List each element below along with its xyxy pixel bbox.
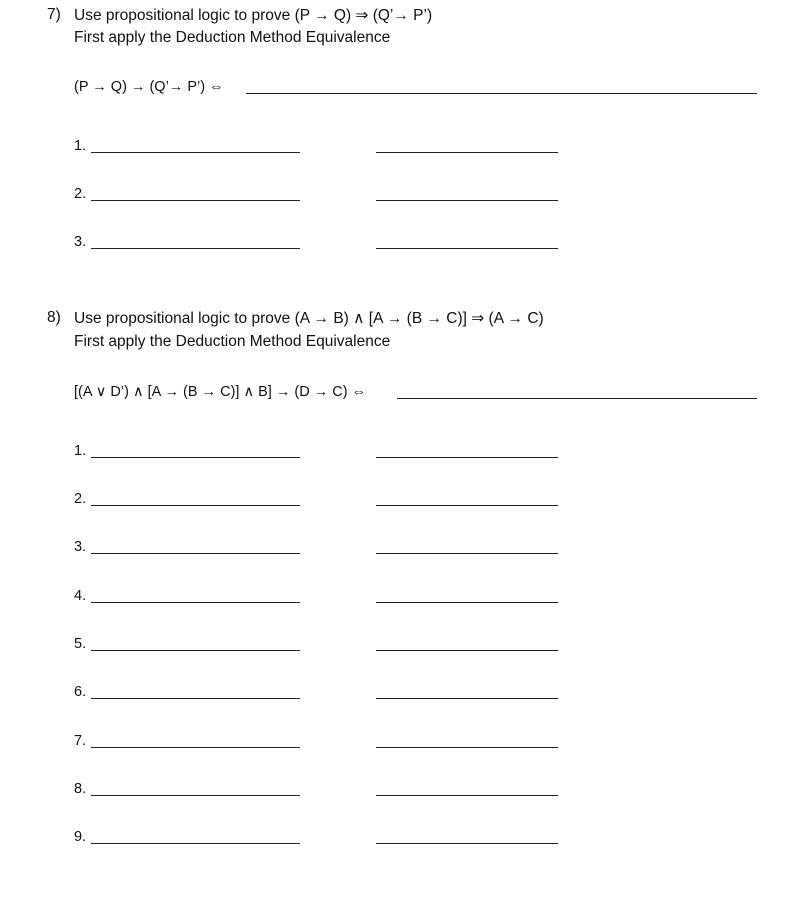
q7-step-statement-line[interactable] [91, 200, 300, 201]
q7-step-reason-line[interactable] [376, 152, 558, 153]
q7-number: 7) [47, 6, 61, 23]
q8-step-number: 1. [74, 443, 87, 459]
q8-step-number: 2. [74, 491, 87, 507]
q8-step-reason-line[interactable] [376, 553, 558, 554]
q8-step-statement-line[interactable] [91, 553, 300, 554]
q8-step-number: 6. [74, 684, 87, 700]
q8-step-reason-line[interactable] [376, 698, 558, 699]
q8-step-statement-line[interactable] [91, 747, 300, 748]
q8-step-reason-line[interactable] [376, 602, 558, 603]
q8-step-statement-line[interactable] [91, 650, 300, 651]
q7-step-number: 1. [74, 138, 87, 154]
q7-step-reason-line[interactable] [376, 200, 558, 201]
q7-step-number: 2. [74, 186, 87, 202]
q7-prompt: Use propositional logic to prove (P → Q) ⇒ (Q’→ P’) [74, 7, 433, 24]
q8-step-reason-line[interactable] [376, 457, 558, 458]
q8-step-number: 8. [74, 781, 87, 797]
q7-expression: (P → Q) → (Q’→ P’) ⇔ [74, 79, 224, 95]
q8-step-reason-line[interactable] [376, 505, 558, 506]
q8-step-reason-line[interactable] [376, 747, 558, 748]
q8-step-reason-line[interactable] [376, 795, 558, 796]
q8-expression-answer-line[interactable] [397, 398, 757, 399]
q8-number: 8) [47, 309, 61, 326]
q8-step-statement-line[interactable] [91, 795, 300, 796]
q7-step-statement-line[interactable] [91, 152, 300, 153]
q7-step-statement-line[interactable] [91, 248, 300, 249]
q8-step-number: 9. [74, 829, 87, 845]
q8-prompt: Use propositional logic to prove (A → B) ∧ [A → (B → C)] ⇒ (A → C) [74, 310, 544, 327]
q8-step-number: 5. [74, 636, 87, 652]
q8-step-statement-line[interactable] [91, 698, 300, 699]
q8-step-statement-line[interactable] [91, 602, 300, 603]
q7-step-reason-line[interactable] [376, 248, 558, 249]
q8-step-reason-line[interactable] [376, 650, 558, 651]
q8-step-reason-line[interactable] [376, 843, 558, 844]
q8-step-number: 3. [74, 539, 87, 555]
q8-step-statement-line[interactable] [91, 457, 300, 458]
q8-step-statement-line[interactable] [91, 843, 300, 844]
q8-expression: [(A ∨ D’) ∧ [A → (B → C)] ∧ B] → (D → C) ⇔ [74, 384, 367, 400]
q7-instruction: First apply the Deduction Method Equivalence [74, 29, 391, 46]
q8-step-statement-line[interactable] [91, 505, 300, 506]
q8-instruction: First apply the Deduction Method Equivalence [74, 333, 391, 350]
q7-step-number: 3. [74, 234, 87, 250]
q7-expression-answer-line[interactable] [246, 93, 757, 94]
q8-step-number: 4. [74, 588, 87, 604]
q8-step-number: 7. [74, 733, 87, 749]
